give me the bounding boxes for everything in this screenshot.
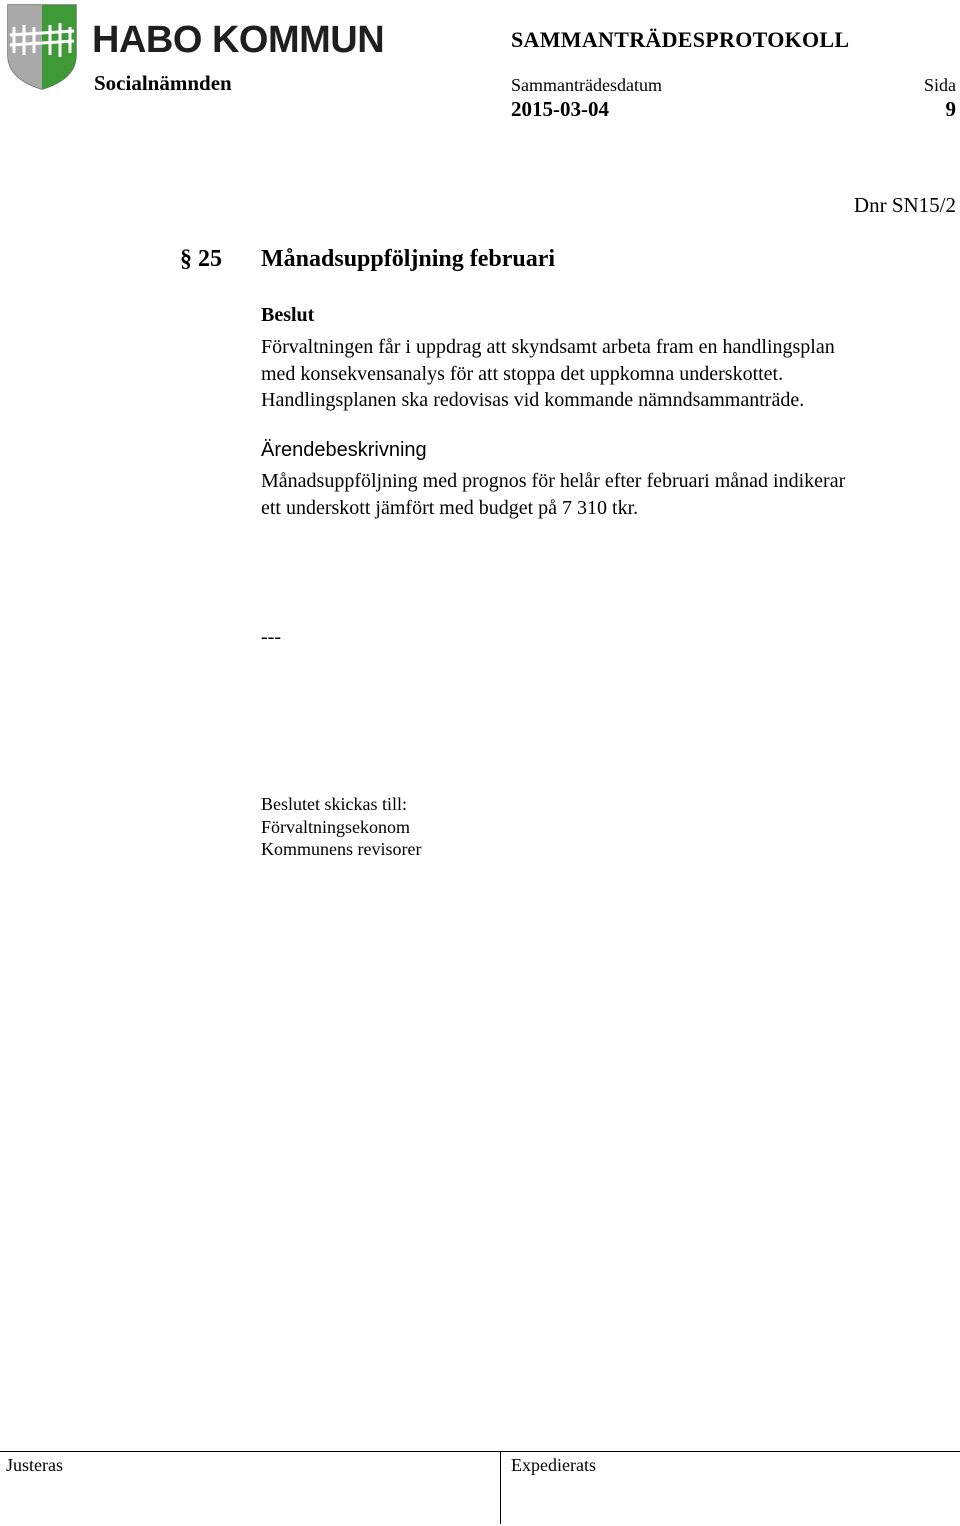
decision-line: Handlingsplanen ska redovisas vid kommande nämndsammanträde. bbox=[261, 389, 805, 411]
footer-rule bbox=[0, 1451, 960, 1452]
footer-divider bbox=[500, 1452, 501, 1524]
page-number: 9 bbox=[945, 97, 956, 121]
decision-line: med konsekvensanalys för att stoppa det uppkomna underskottet. bbox=[261, 362, 784, 385]
distribution-heading: Beslutet skickas till: bbox=[261, 794, 407, 814]
case-reference-number: Dnr SN15/2 bbox=[853, 193, 956, 217]
page-label: Sida bbox=[923, 75, 956, 95]
habo-coat-of-arms-icon bbox=[6, 3, 78, 91]
section-title: Månadsuppföljning februari bbox=[261, 246, 556, 272]
committee-name: Socialnämnden bbox=[94, 71, 232, 95]
description-text bbox=[261, 468, 845, 521]
distribution-recipient: Kommunens revisorer bbox=[261, 839, 422, 859]
section-separator: --- bbox=[261, 626, 281, 648]
expedierats-label: Expedierats bbox=[511, 1455, 596, 1475]
decision-text bbox=[261, 334, 835, 414]
meeting-date-label: Sammanträdesdatum bbox=[511, 75, 662, 95]
decision-heading: Beslut bbox=[261, 304, 315, 326]
justeras-label: Justeras bbox=[6, 1455, 63, 1475]
decision-line: Förvaltningen får i uppdrag att skyndsamt arbeta fram en handlingsplan bbox=[261, 336, 835, 358]
description-heading: Ärendebeskrivning bbox=[261, 439, 427, 461]
description-line: Månadsuppföljning med prognos för helår efter februari månad indikerar bbox=[261, 470, 846, 492]
meeting-date-value: 2015-03-04 bbox=[511, 97, 609, 121]
document-type: SAMMANTRÄDESPROTOKOLL bbox=[511, 27, 850, 52]
distribution-recipient: Förvaltningsekonom bbox=[261, 816, 410, 837]
description-line: ett underskott jämfört med budget på 7 310 tkr. bbox=[261, 496, 639, 519]
section-number: § 25 bbox=[180, 246, 222, 272]
distribution-list bbox=[261, 793, 421, 861]
organization-name: HABO KOMMUN bbox=[92, 19, 385, 61]
